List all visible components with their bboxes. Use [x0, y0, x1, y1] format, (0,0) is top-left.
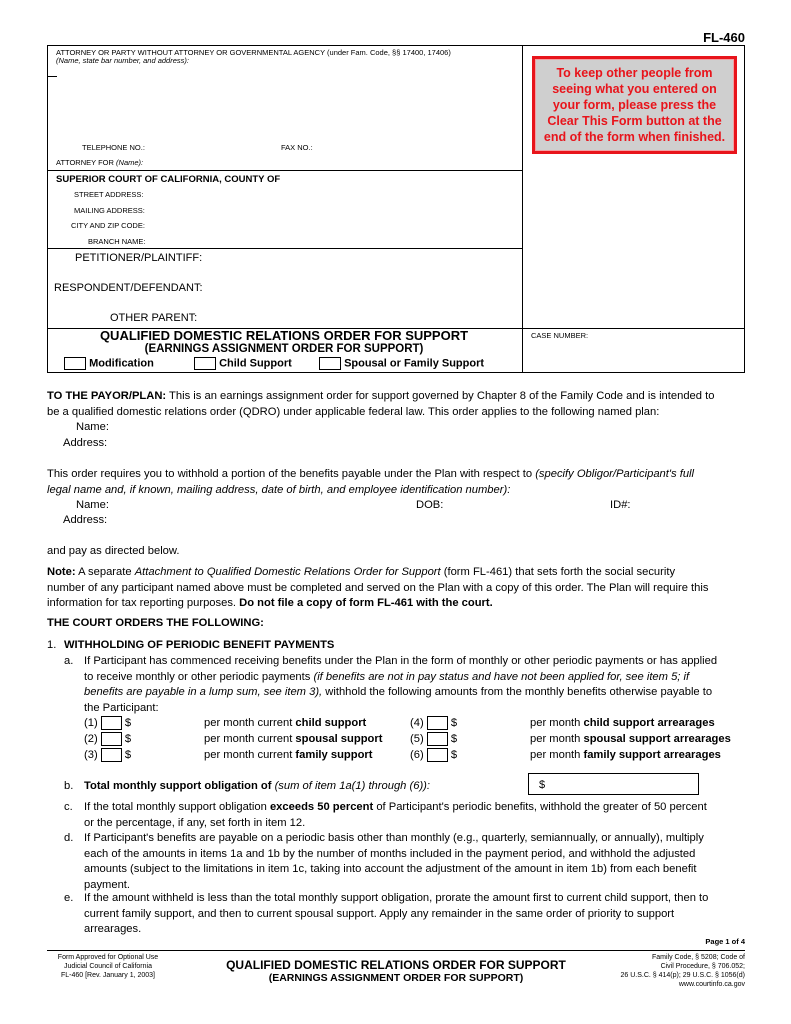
requires-paragraph: This order requires you to withhold a portion of the benefits payable under the Plan with respect to (specify Obligor/Participant's full legal name and, if known, mailing address, date of birth, and employee identification number):: [47, 468, 695, 496]
item1-heading: WITHHOLDING OF PERIODIC BENEFIT PAYMENTS: [64, 639, 335, 651]
court-orders-heading: THE COURT ORDERS THE FOLLOWING:: [47, 617, 264, 629]
item1e-letter: e.: [64, 892, 74, 904]
amount-row: (5) $: [410, 733, 458, 745]
spousal-support-option: [319, 357, 484, 370]
form-id: FL-460: [703, 30, 745, 45]
court-title: SUPERIOR COURT OF CALIFORNIA, COUNTY OF: [56, 174, 281, 185]
item1c-text: If the total monthly support obligation exceeds 50 percent of Participant's periodic benefits, withhold the greater of 50 percent or the percentage, if any, set forth in item 12.: [84, 801, 707, 829]
privacy-warning-box: [532, 56, 737, 154]
case-number-label: CASE NUMBER:: [531, 331, 589, 340]
warning-line: your form, please press the: [552, 98, 717, 112]
item1a-text: If Participant has commenced receiving benefits under the Plan in the form of monthly or other periodic payments or has applied to receive monthly or other periodic payments (if benefits are not in pay status and have not been applied for, see item 5; if benefits are payable in a lump sum, see item 3), withhold the following amounts from the monthly benefits otherwise payable to the Participant:: [84, 655, 718, 714]
amount-checkbox[interactable]: [427, 732, 448, 746]
footer-citations: Family Code, § 5208; Code of Civil Procedure, § 706.052; 26 U.S.C. § 414(p); 29 U.S.C. § 1056(d) www.courtinfo.ca.gov: [620, 954, 745, 988]
form-title: QUALIFIED DOMESTIC RELATIONS ORDER FOR SUPPORT: [99, 328, 469, 343]
attorney-label: ATTORNEY OR PARTY WITHOUT ATTORNEY OR GOVERNMENTAL AGENCY (under Fam. Code, §§ 17400, 17406): [56, 48, 451, 57]
child-support-option: [194, 357, 292, 370]
item1c-letter: c.: [64, 801, 73, 813]
fax-label: FAX NO.:: [281, 143, 313, 152]
total-dollar-sign: $: [539, 779, 546, 791]
item1e-text: If the amount withheld is less than the total monthly support obligation, prorate the amount first to current child support, then to current family support, and then to current spousal support. Apply any remainder in the same order of priority to support arrearages.: [84, 892, 709, 935]
street-address-label: STREET ADDRESS:: [74, 190, 144, 199]
amount-row: (6) $: [410, 749, 458, 761]
attorney-input[interactable]: [48, 76, 57, 77]
plan-name-label: Name:: [76, 421, 109, 433]
footer-divider: [47, 950, 745, 951]
amount-row-label: per month current spousal support: [204, 733, 383, 745]
warning-line: seeing what you entered on: [552, 82, 717, 96]
other-parent-label: OTHER PARENT:: [110, 312, 198, 324]
modification-checkbox[interactable]: [64, 357, 86, 370]
respondent-label: RESPONDENT/DEFENDANT:: [54, 282, 203, 294]
amount-row: (4) $: [410, 717, 458, 729]
order-type-options: [64, 357, 154, 370]
amount-row: (3) $: [84, 749, 132, 761]
child-support-checkbox[interactable]: [194, 357, 216, 370]
telephone-label: TELEPHONE NO.:: [82, 143, 145, 152]
child-support-label: Child Support: [219, 357, 292, 370]
page-number: Page 1 of 4: [705, 937, 745, 946]
spousal-support-label: Spousal or Family Support: [344, 357, 485, 370]
amount-checkbox[interactable]: [101, 716, 122, 730]
warning-line: end of the form when finished.: [543, 130, 726, 144]
footer-title: QUALIFIED DOMESTIC RELATIONS ORDER FOR SUPPORT (EARNINGS ASSIGNMENT ORDER FOR SUPPORT): [226, 958, 566, 984]
attorney-sub-label: (Name, state bar number, and address):: [56, 56, 189, 65]
petitioner-label: PETITIONER/PLAINTIFF:: [75, 252, 203, 264]
amount-row-label: per month family support arrearages: [530, 749, 721, 761]
dob-label: DOB:: [416, 499, 444, 511]
modification-label: Modification: [89, 357, 154, 370]
item1-number: 1.: [47, 639, 57, 651]
item1b-letter: b.: [64, 780, 74, 792]
footer-left: Form Approved for Optional Use Judicial Council of California FL-460 [Rev. January 1, 2003]: [57, 954, 159, 979]
branch-name-label: BRANCH NAME:: [88, 237, 146, 246]
amount-row-label: per month spousal support arrearages: [530, 733, 731, 745]
participant-address-label: Address:: [63, 514, 108, 526]
note-paragraph: Note: A separate Attachment to Qualified Domestic Relations Order for Support (form FL-461) that sets forth the social security number of any participant named above must be completed and served on the Plan with a copy of this order. The Plan will require this information for tax reporting purposes. Do not file a copy of form FL-461 with the court.: [47, 566, 709, 609]
spousal-support-checkbox[interactable]: [319, 357, 341, 370]
warning-line: To keep other people from: [556, 66, 713, 80]
amount-row-label: per month current child support: [204, 717, 367, 729]
pay-directed-text: and pay as directed below.: [47, 545, 180, 557]
item1a-letter: a.: [64, 655, 74, 667]
amount-row: (2) $: [84, 733, 132, 745]
attorney-for-label: ATTORNEY FOR (Name):: [56, 158, 144, 167]
total-support-input[interactable]: [528, 773, 699, 795]
item1d-letter: d.: [64, 832, 74, 844]
city-zip-label: CITY AND ZIP CODE:: [71, 221, 145, 230]
payor-paragraph: TO THE PAYOR/PLAN: This is an earnings assignment order for support governed by Chapter 8 of the Family Code and is intended to be a qualified domestic relations order (QDRO) under applicable federal law. This order applies to the following named plan:: [47, 390, 715, 418]
id-label: ID#:: [610, 499, 631, 511]
participant-name-label: Name:: [76, 499, 109, 511]
mailing-address-label: MAILING ADDRESS:: [74, 206, 145, 215]
item1b-text: Total monthly support obligation of (sum of item 1a(1) through (6)):: [84, 780, 431, 792]
amount-checkbox[interactable]: [427, 748, 448, 762]
amount-checkbox[interactable]: [101, 748, 122, 762]
warning-line: Clear This Form button at the: [547, 114, 722, 128]
amount-row: (1) $: [84, 717, 132, 729]
amount-checkbox[interactable]: [427, 716, 448, 730]
item1d-text: If Participant's benefits are payable on a periodic basis other than monthly (e.g., quarterly, semiannually, or annually), multiply each of the amounts in items 1a and 1b by the number of months included in the payment period, and withhold the adjusted amounts (subject to the limitations in item 1c, taking into account the adjustment of the amount in item 1b) from each benefit payment.: [84, 832, 704, 891]
form-subtitle: (EARNINGS ASSIGNMENT ORDER FOR SUPPORT): [144, 343, 424, 355]
amount-row-label: per month current family support: [204, 749, 373, 761]
amount-row-label: per month child support arrearages: [530, 717, 715, 729]
plan-address-label: Address:: [63, 437, 108, 449]
amount-checkbox[interactable]: [101, 732, 122, 746]
